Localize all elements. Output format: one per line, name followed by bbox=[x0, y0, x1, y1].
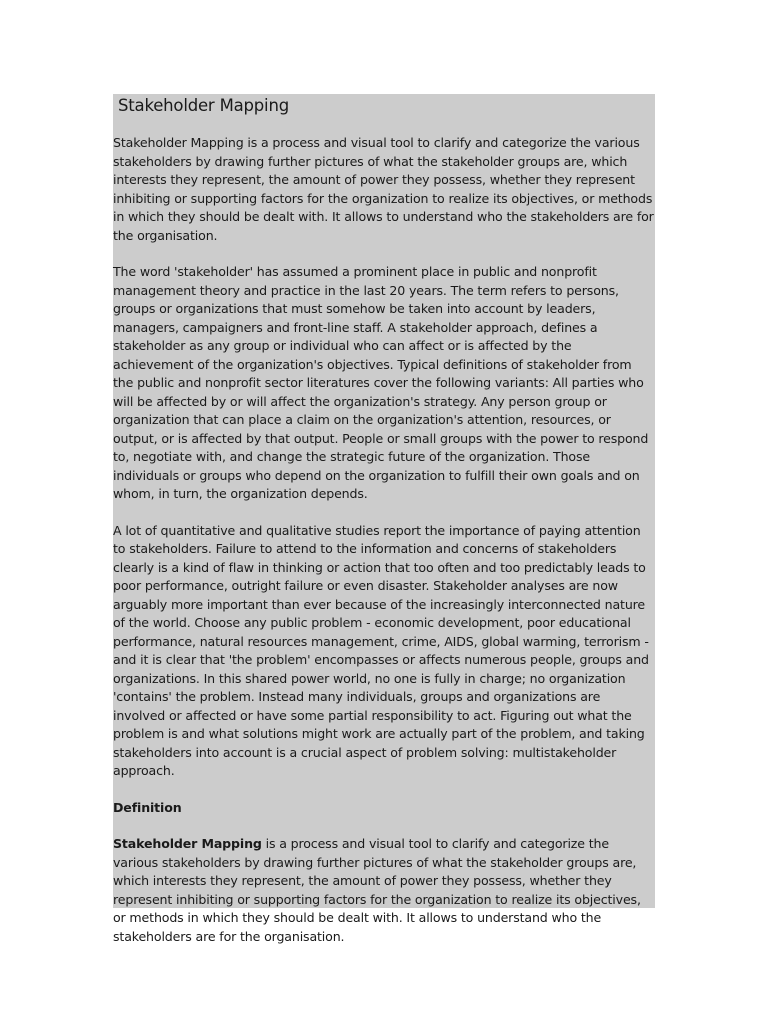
definition-term: Stakeholder Mapping bbox=[113, 836, 262, 851]
document-title: Stakeholder Mapping bbox=[118, 96, 289, 115]
definition-text: is a process and visual tool to clarify and categorize the various stakeholders by drawing further pictures of what the stakeholder groups are, which interests they represent, the amount of power they possess, whether they represent inhibiting or supporting factors for the organization to realize its objectives, or methods in which they should be dealt with. It allows to understand who the stakeholders are for the organisation. bbox=[113, 836, 641, 944]
definition-paragraph bbox=[113, 835, 655, 946]
definition-heading: Definition bbox=[113, 799, 182, 815]
document-content bbox=[113, 94, 655, 944]
stakeholder-term-paragraph: The word 'stakeholder' has assumed a prominent place in public and nonprofit management theory and practice in the last 20 years. The term refers to persons, groups or organizations that must somehow be taken into account by leaders, managers, campaigners and front-line staff. A stakeholder approach, defines a stakeholder as any group or individual who can affect or is affected by the achievement of the organization's objectives. Typical definitions of stakeholder from the public and nonprofit sector literatures cover the following variants: All parties who will be affected by or will affect the organization's strategy. Any person group or organization that can place a claim on the organization's attention, resources, or output, or is affected by that output. People or small groups with the power to respond to, negotiate with, and change the strategic future of the organization. Those individuals or groups who depend on the organization to fulfill their own goals and on whom, in turn, the organization depends. bbox=[113, 264, 649, 501]
importance-paragraph: A lot of quantitative and qualitative studies report the importance of paying attention to stakeholders. Failure to attend to the information and concerns of stakeholders clearly is a kind of flaw in thinking or action that too often and too predictably leads to poor performance, outright failure or even disaster. Stakeholder analyses are now arguably more important than ever because of the increasingly interconnected nature of the world. Choose any public problem - economic development, poor educational performance, natural resources management, crime, AIDS, global warming, terrorism - and it is clear that 'the problem' encompasses or affects numerous people, groups and organizations. In this shared power world, no one is fully in charge; no organization 'contains' the problem. Instead many individuals, groups and organizations are involved or affected or have some partial responsibility to act. Figuring out what the problem is and what solutions might work are actually part of the problem, and taking stakeholders into account is a crucial aspect of problem solving: multistakeholder approach. bbox=[113, 522, 649, 778]
intro-paragraph: Stakeholder Mapping is a process and visual tool to clarify and categorize the various stakeholders by drawing further pictures of what the stakeholder groups are, which interests they represent, the amount of power they possess, whether they represent inhibiting or supporting factors for the organization to realize its objectives, or methods in which they should be dealt with. It allows to understand who the stakeholders are for the organisation. bbox=[113, 135, 654, 243]
